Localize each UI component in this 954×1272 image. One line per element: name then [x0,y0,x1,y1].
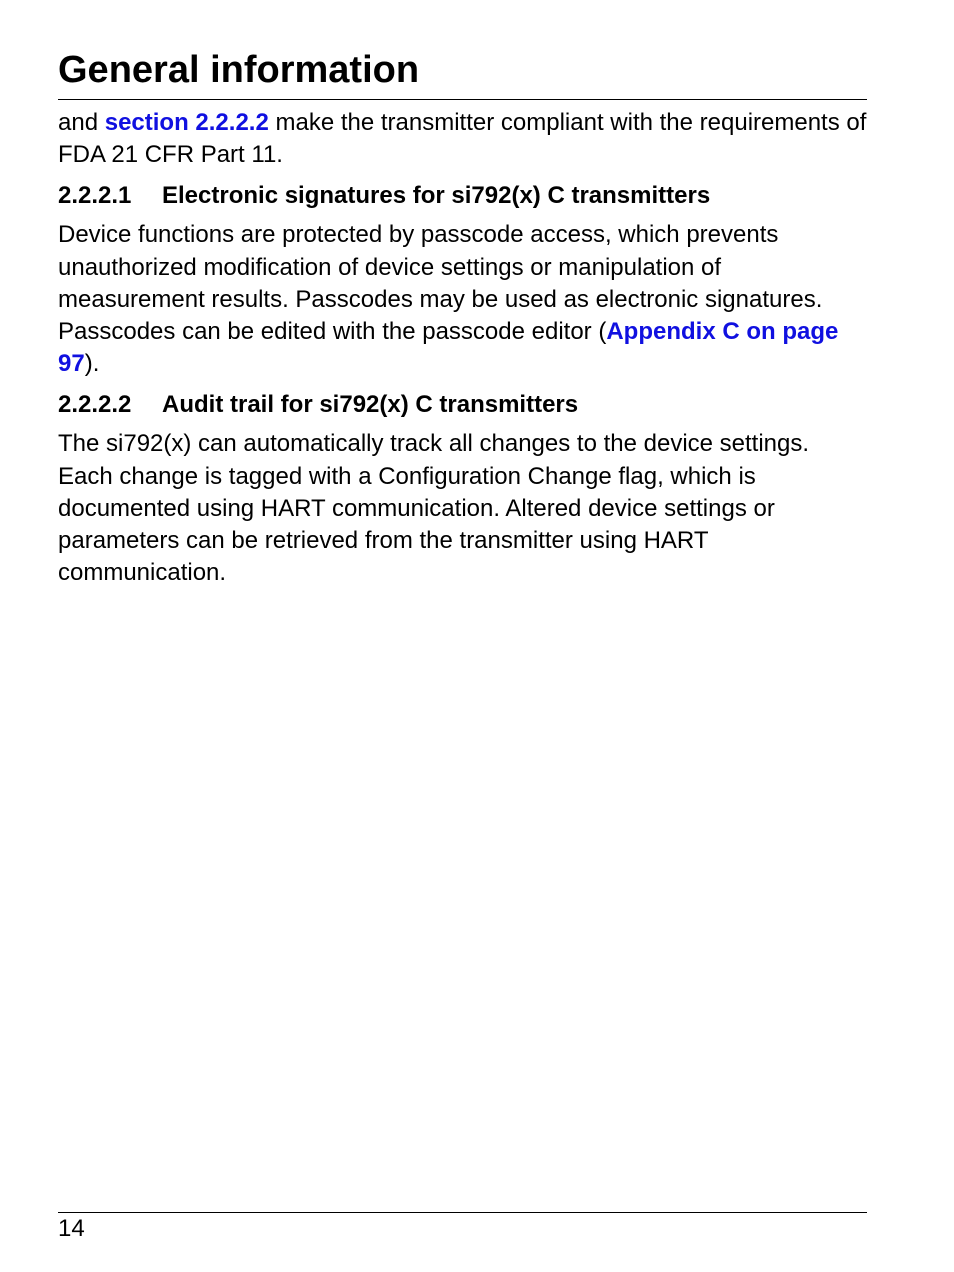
document-body [58,107,868,589]
section-number: 2.2.2.2 [58,391,132,419]
appendix-c-link[interactable]: Appendix C on page 97 [58,318,839,378]
paragraph-text-end: ). [84,350,100,378]
header-divider [58,99,867,100]
intro-text-start: and [58,109,105,136]
page-number: 14 [58,1215,85,1242]
page-title: General information [58,49,420,91]
section-2-2-2-2-link[interactable]: section 2.2.2.2 [104,109,269,136]
section-heading-audit-trail [58,389,868,421]
electronic-signatures-paragraph [58,219,868,380]
section-title: Electronic signatures for si792(x) C transmitters [162,182,711,210]
section-title: Audit trail for si792(x) C transmitters [162,391,579,419]
intro-text-end: make the transmitter compliant with the requirements of FDA 21 CFR Part 11. [58,109,867,169]
audit-trail-paragraph: The si792(x) can automatically track all changes to the device settings. Each change is tagged with a Configuration Change flag, which is documented using HART communication. Altered device settings or parameters can be retrieved from the transmitter using HART communication. [58,430,810,587]
section-number: 2.2.2.1 [58,182,132,210]
intro-paragraph [58,107,868,171]
section-heading-electronic-signatures [58,180,868,212]
footer-divider [58,1212,867,1213]
paragraph-text: Device functions are protected by passcode access, which prevents unauthorized modification of device settings or manipulation of measurement results. Passcodes may be used as electronic signatures. Passcodes can be edited with the passcode editor ( [58,221,823,346]
